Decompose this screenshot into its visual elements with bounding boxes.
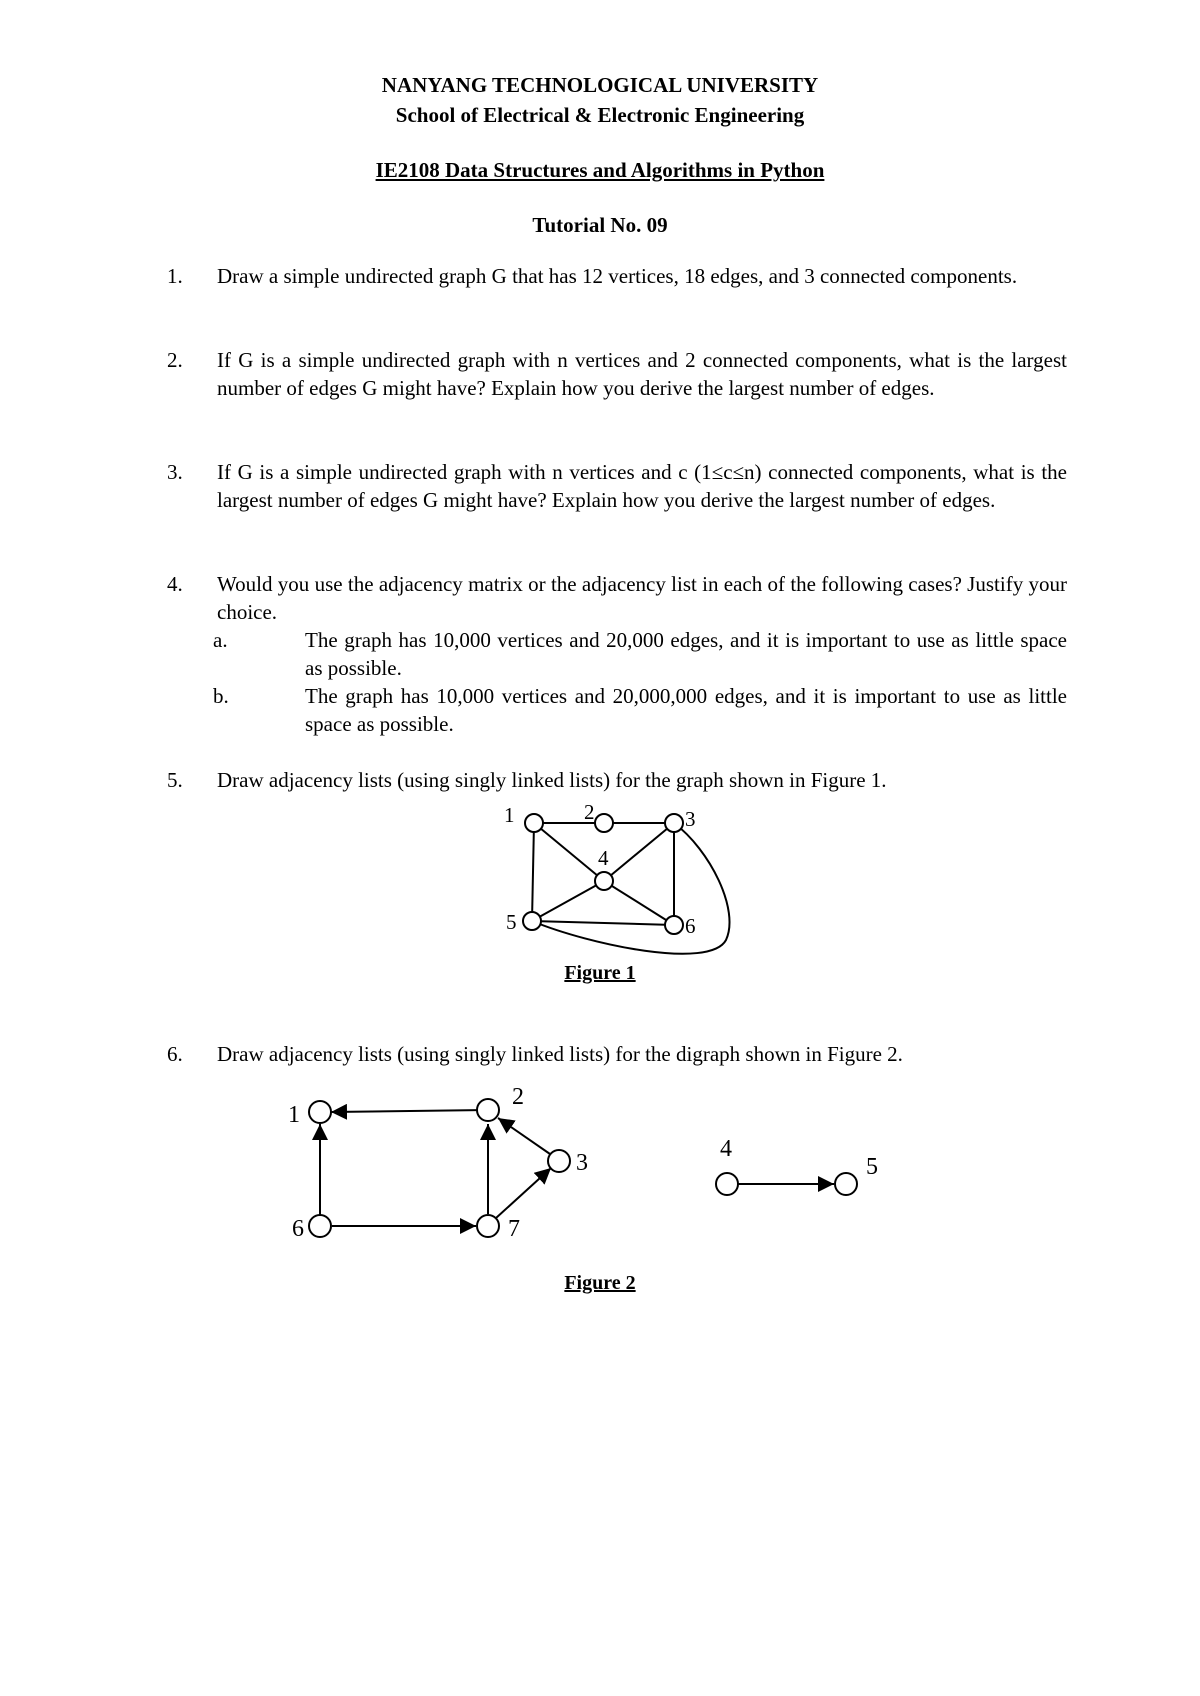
question-number: 6. [167,1042,183,1066]
question-4b [213,682,1067,738]
subpart-text: The graph has 10,000 vertices and 20,000,000 edges, and it is important to use as little space as possible. [305,684,1067,736]
vertex-label: 5 [866,1154,878,1180]
question-3 [167,458,1067,514]
question-4 [167,570,1067,626]
vertex-6 [665,916,683,934]
figure-2-caption: Figure 2 [564,1272,636,1294]
question-2 [167,346,1067,402]
vertex-3 [548,1150,570,1172]
edge-1-5 [532,823,534,921]
edge-5-3-curve [532,823,730,954]
question-text: If G is a simple undirected graph with n vertices and 2 connected components, what is the largest number of edges G might have? Explain how you derive the largest number of edges. [217,348,1067,400]
vertex-label: 3 [685,807,696,831]
edge-4-6 [604,881,674,925]
question-number: 1. [167,264,183,288]
vertex-label: 1 [504,803,515,827]
vertex-5 [523,912,541,930]
vertex-2 [477,1099,499,1121]
university-name: NANYANG TECHNOLOGICAL UNIVERSITY [381,73,819,97]
vertex-6 [309,1215,331,1237]
vertex-label: 1 [288,1102,300,1128]
school-name: School of Electrical & Electronic Engineering [395,103,805,127]
vertex-1 [309,1101,331,1123]
question-number: 2. [167,348,183,372]
question-5 [167,766,1067,794]
question-1 [167,262,1067,290]
course-title: IE2108 Data Structures and Algorithms in Python [375,158,825,182]
subpart-label: a. [213,628,228,652]
question-4a [213,626,1067,682]
question-text: Draw adjacency lists (using singly linked lists) for the digraph shown in Figure 2. [217,1042,903,1066]
edge-3-to-2 [498,1118,550,1154]
edge-7-to-3 [496,1168,551,1218]
edge-1-4 [534,823,604,881]
vertex-label: 2 [584,800,595,824]
vertex-label: 4 [598,846,609,870]
edge-2-to-1 [331,1110,487,1112]
question-number: 4. [167,572,183,596]
vertex-4 [595,872,613,890]
vertex-2 [595,814,613,832]
vertex-1 [525,814,543,832]
question-6 [167,1040,1067,1068]
edge-4-5 [532,881,604,921]
vertex-label: 6 [292,1216,304,1242]
vertex-7 [477,1215,499,1237]
figure-1-caption: Figure 1 [564,962,636,984]
question-text: Draw adjacency lists (using singly linked lists) for the graph shown in Figure 1. [217,768,887,792]
vertex-5 [835,1173,857,1195]
question-number: 5. [167,768,183,792]
edge-5-6 [532,921,674,925]
question-text: Draw a simple undirected graph G that has 12 vertices, 18 edges, and 3 connected components. [217,264,1018,288]
figure-2-digraph [280,1080,920,1260]
question-text: Would you use the adjacency matrix or the adjacency list in each of the following cases? Justify your choice. [217,572,1067,624]
vertex-3 [665,814,683,832]
vertex-label: 2 [512,1084,524,1110]
vertex-label: 6 [685,914,696,938]
edge-3-4 [604,823,674,881]
vertex-label: 3 [576,1150,588,1176]
vertex-4 [716,1173,738,1195]
figure-1-graph [490,795,750,965]
subpart-label: b. [213,684,229,708]
subpart-text: The graph has 10,000 vertices and 20,000 edges, and it is important to use as little space as possible. [305,628,1067,680]
question-text: If G is a simple undirected graph with n vertices and c (1≤c≤n) connected components, what is the largest number of edges G might have? Explain how you derive the largest number of edges. [217,460,1067,512]
vertex-label: 7 [508,1216,520,1242]
tutorial-number: Tutorial No. 09 [532,213,668,237]
vertex-label: 4 [720,1136,732,1162]
vertex-label: 5 [506,910,517,934]
question-number: 3. [167,460,183,484]
